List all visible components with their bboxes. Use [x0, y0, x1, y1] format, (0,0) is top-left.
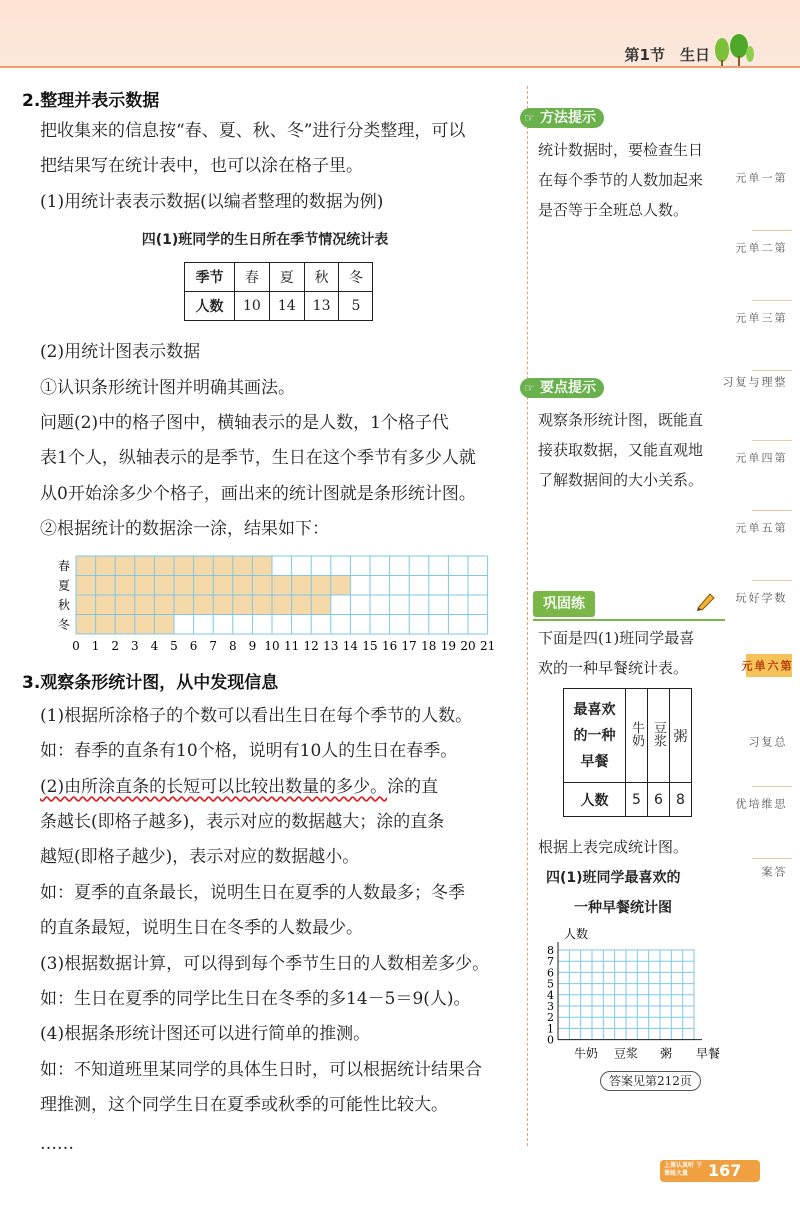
x-tick-label: 20 — [460, 639, 476, 653]
x-tick-label: 1 — [91, 639, 100, 653]
tip-line: 是否等于全班总人数。 — [538, 201, 689, 219]
x-tick-label: 10 — [264, 639, 280, 653]
item-2: (2)用统计图表示数据 — [40, 342, 201, 362]
x-tick-label: 2 — [111, 639, 120, 653]
column-divider — [527, 86, 528, 1146]
para-line: 如：夏季的直条最长，说明生日在夏季的人数最多；冬季 — [40, 883, 465, 903]
tip-line: 接获取数据，又能直观地 — [538, 441, 704, 459]
tab-math-fun[interactable]: 数学好玩 — [734, 592, 786, 603]
season-table — [184, 262, 373, 321]
category-label: 秋 — [57, 598, 70, 612]
table-cell: 13 — [304, 292, 339, 321]
page-number: 167 — [708, 1161, 742, 1180]
breakfast-blank-chart — [536, 924, 736, 1064]
page-number-badge — [660, 1160, 760, 1182]
table-cell: 人数 — [564, 783, 626, 817]
x-tick-label: 0 — [72, 639, 80, 653]
category-label: 冬 — [57, 617, 70, 632]
explanation-line: 表1个人，纵轴表示的是季节，生日在这个季节有多少人就 — [40, 448, 476, 468]
para-line: 把收集来的信息按“春、夏、秋、冬”进行分类整理，可以 — [40, 121, 466, 141]
tip-line: 了解数据间的大小关系。 — [538, 471, 704, 489]
x-tick-label: 5 — [170, 639, 178, 653]
x-tick-label: 21 — [479, 639, 496, 653]
table-cell: 8 — [670, 783, 692, 817]
para-line: 如：春季的直条有10个格，说明有10人的生日在春季。 — [40, 741, 458, 761]
practice-rule — [533, 619, 725, 621]
hand-icon: ☞ — [524, 381, 535, 395]
y-tick-label: 5 — [547, 977, 554, 991]
tab-unit-6[interactable]: 第六单元 — [746, 654, 792, 677]
table-cell: 粥 — [670, 689, 692, 783]
x-category-label: 粥 — [659, 1046, 673, 1061]
season-bar-chart — [48, 552, 518, 656]
tab-thinking[interactable]: 思维培优 — [734, 798, 786, 809]
para-line: 的直条最短，说明生日在冬季的人数最少。 — [40, 918, 363, 938]
x-tick-label: 14 — [342, 639, 359, 653]
chart-title: 四(1)班同学最喜欢的 — [546, 870, 681, 886]
y-tick-label: 1 — [547, 1022, 554, 1036]
practice-intro: 下面是四(1)班同学最喜 — [538, 629, 695, 647]
tree-icon — [712, 34, 754, 68]
para-line: 条越长(即格子越多)，表示对应的数据越大；涂的直条 — [40, 812, 445, 832]
key-tip-label: ☞ 要点提示 — [520, 378, 604, 398]
bar-秋 — [76, 595, 331, 615]
table-cell: 夏 — [269, 263, 304, 292]
page-header — [0, 0, 800, 68]
tab-unit-4[interactable]: 第四单元 — [734, 452, 786, 463]
x-tick-label: 19 — [440, 639, 457, 653]
table-cell: 5 — [339, 292, 373, 321]
x-tick-label: 7 — [209, 639, 218, 653]
section2-heading: 2.整理并表示数据 — [22, 91, 160, 111]
para-line: (1)根据所涂格子的个数可以看出生日在每个季节的人数。 — [40, 706, 473, 726]
pencil-icon — [694, 590, 718, 612]
chart-title: 一种早餐统计图 — [574, 900, 672, 916]
x-tick-label: 17 — [401, 639, 417, 653]
x-tick-label: 18 — [421, 639, 437, 653]
para-line: 越短(即格子越少)，表示对应的数据越小。 — [40, 847, 360, 867]
y-tick-label: 7 — [547, 955, 554, 969]
publisher-slogan: 上课认真听 下课练大量 — [664, 1162, 703, 1177]
tab-unit-3[interactable]: 第三单元 — [734, 312, 786, 323]
x-tick-label: 8 — [228, 639, 237, 653]
x-tick-label: 13 — [323, 639, 339, 653]
table-cell: 最喜欢的一种早餐 — [564, 689, 626, 783]
x-category-label: 早餐 — [695, 1046, 721, 1061]
tip-line: 观察条形统计图，既能直 — [538, 411, 704, 429]
x-tick-label: 9 — [248, 639, 257, 653]
explanation-line: 从0开始涂多少个格子，画出来的统计图就是条形统计图。 — [40, 484, 476, 504]
table-cell: 5 — [626, 783, 648, 817]
y-tick-label: 0 — [547, 1033, 554, 1047]
y-tick-label: 8 — [547, 944, 554, 957]
tab-unit-1[interactable]: 第一单元 — [734, 172, 786, 183]
table-cell: 6 — [648, 783, 670, 817]
tab-unit-2[interactable]: 第二单元 — [734, 242, 786, 253]
table-title: 四(1)班同学的生日所在季节情况统计表 — [141, 232, 389, 248]
tab-answers[interactable]: 答案 — [760, 866, 786, 877]
x-tick-label: 12 — [303, 639, 319, 653]
para-line: (4)根据条形统计图还可以进行简单的推测。 — [40, 1024, 371, 1044]
hand-icon: ☞ — [524, 111, 535, 125]
ellipsis: …… — [40, 1134, 74, 1154]
para-line: 如：不知道班里某同学的具体生日时，可以根据统计结果合 — [40, 1060, 482, 1080]
tip-line: 在每个季节的人数加起来 — [538, 171, 704, 189]
y-tick-label: 4 — [547, 988, 554, 1002]
x-category-label: 牛奶 — [573, 1046, 599, 1061]
para-line: (2)由所涂直条的长短可以比较出数量的多少。涂的直 — [40, 777, 439, 797]
y-tick-label: 2 — [547, 1011, 554, 1025]
tip-line: 统计数据时，要检查生日 — [538, 141, 704, 159]
section3-heading: 3.观察条形统计图，从中发现信息 — [22, 673, 279, 693]
item-1: (1)用统计表表示数据(以编者整理的数据为例) — [40, 192, 384, 212]
x-tick-label: 3 — [130, 639, 139, 653]
tab-review[interactable]: 整理与复习 — [721, 376, 786, 387]
para-line: 理推测，这个同学生日在夏季或秋季的可能性比较大。 — [40, 1095, 448, 1115]
wavy-underlined-text: (2)由所涂直条的长短可以比较出数量的多少。 — [40, 777, 388, 797]
y-tick-label: 3 — [547, 1000, 554, 1013]
instruction: 根据上表完成统计图。 — [538, 838, 689, 856]
explanation-line: 问题(2)中的格子图中，横轴表示的是人数，1个格子代 — [40, 413, 449, 433]
x-tick-label: 4 — [150, 639, 159, 653]
table-cell: 冬 — [339, 263, 373, 292]
table-cell: 豆浆 — [648, 689, 670, 783]
practice-intro: 欢的一种早餐统计表。 — [538, 659, 689, 677]
y-axis-label: 人数 — [564, 927, 589, 941]
method-tip-label: ☞ 方法提示 — [520, 108, 604, 128]
y-tick-label: 6 — [547, 966, 554, 980]
bar-冬 — [76, 615, 174, 635]
table-cell: 季节 — [185, 263, 235, 292]
tab-general-review[interactable]: 总复习 — [747, 736, 786, 747]
table-cell: 10 — [235, 292, 270, 321]
answer-reference: 答案见第212页 — [600, 1071, 701, 1091]
table-cell: 牛奶 — [626, 689, 648, 783]
step-1: ①认识条形统计图并明确其画法。 — [40, 378, 295, 398]
table-cell: 14 — [269, 292, 304, 321]
para-line: (3)根据数据计算，可以得到每个季节生日的人数相差多少。 — [40, 954, 490, 974]
table-cell: 秋 — [304, 263, 339, 292]
x-tick-label: 6 — [189, 639, 198, 653]
table-cell: 春 — [235, 263, 270, 292]
category-label: 春 — [57, 559, 70, 573]
x-tick-label: 11 — [283, 639, 300, 653]
section-title: 第1节 生日 — [624, 46, 710, 64]
x-tick-label: 16 — [381, 639, 398, 653]
x-tick-label: 15 — [362, 639, 378, 653]
practice-label: 巩固练 — [533, 591, 595, 617]
step-2: ②根据统计的数据涂一涂，结果如下： — [40, 519, 329, 539]
category-label: 夏 — [57, 578, 70, 593]
x-category-label: 豆浆 — [613, 1046, 639, 1061]
table-cell: 人数 — [185, 292, 235, 321]
para-line: 把结果写在统计表中，也可以涂在格子里。 — [40, 156, 363, 176]
para-line: 如：生日在夏季的同学比生日在冬季的多14－5＝9(人)。 — [40, 989, 471, 1009]
breakfast-table — [563, 688, 692, 817]
tab-unit-5[interactable]: 第五单元 — [734, 522, 786, 533]
